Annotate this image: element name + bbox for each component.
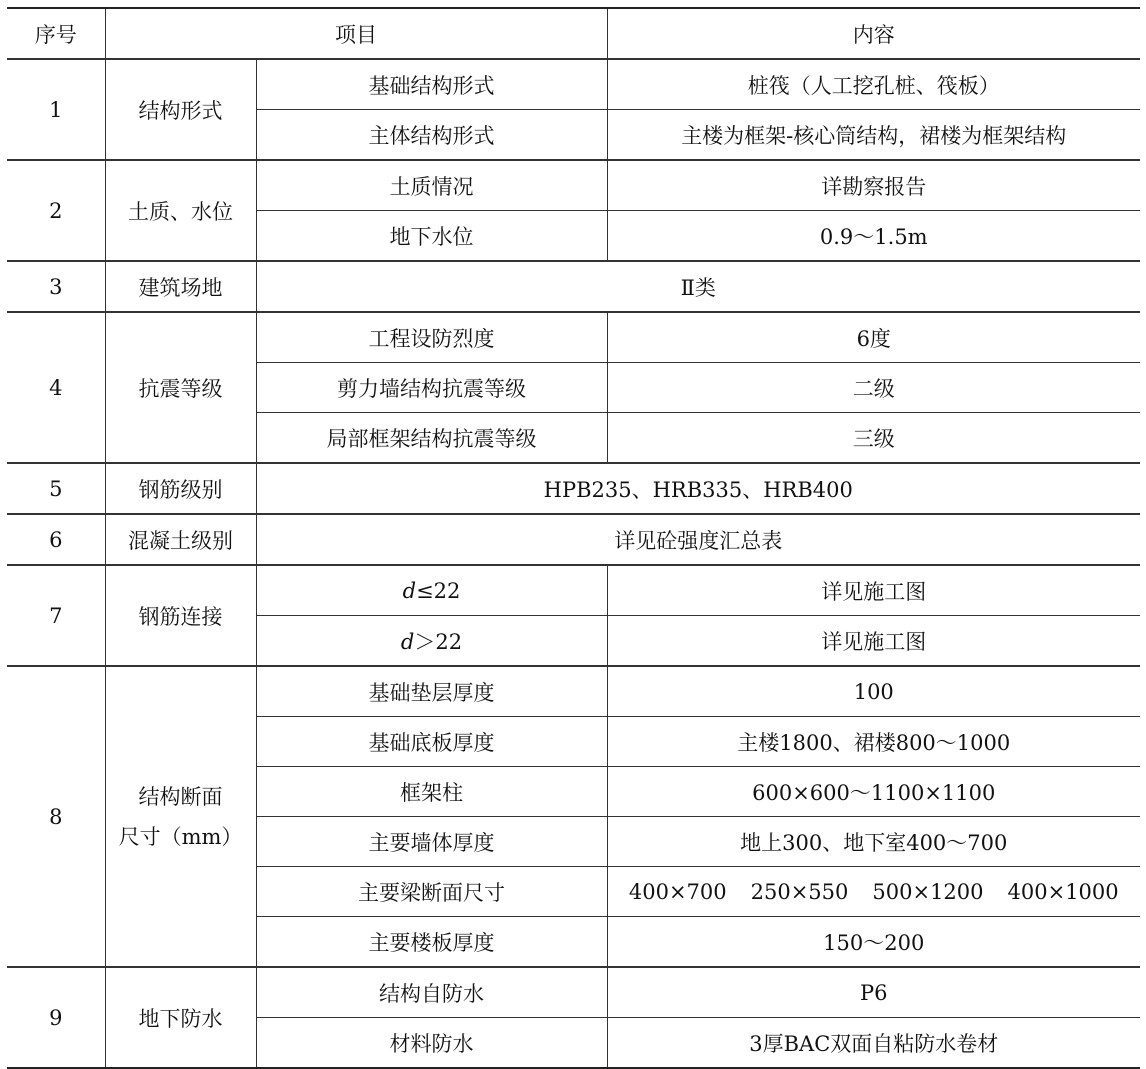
sub-item-value: 3厚BAC双面自粘防水卷材 (607, 1018, 1140, 1069)
row-number: 1 (7, 59, 105, 160)
sub-item-label: 工程设防烈度 (256, 312, 607, 363)
row-number: 7 (7, 565, 105, 666)
sub-item-label: 主体结构形式 (256, 110, 607, 161)
diameter-symbol: d (400, 629, 415, 654)
table-row (7, 565, 1140, 616)
sub-item-value (607, 867, 1140, 917)
sub-item-value: 二级 (607, 363, 1140, 413)
row-value: Ⅱ类 (256, 261, 1140, 312)
table-row (7, 967, 1140, 1018)
sub-item-value: 6度 (607, 312, 1140, 363)
sub-item-label: 基础底板厚度 (256, 717, 607, 767)
category-line-2: 尺寸（mm） (118, 824, 243, 849)
sub-item-value: 主楼为框架-核心筒结构，裙楼为框架结构 (607, 110, 1140, 161)
sub-item-label: 材料防水 (256, 1018, 607, 1069)
row-category: 结构形式 (105, 59, 256, 160)
header-seq: 序号 (7, 8, 105, 59)
table-row (7, 261, 1140, 312)
row-value: 详见砼强度汇总表 (256, 514, 1140, 565)
sub-item-label: 框架柱 (256, 767, 607, 817)
sub-item-label: 地下水位 (256, 211, 607, 262)
table-row (7, 312, 1140, 363)
sub-item-label: 剪力墙结构抗震等级 (256, 363, 607, 413)
row-category: 混凝土级别 (105, 514, 256, 565)
beam-size: 400×700 (628, 879, 727, 904)
sub-item-label: 局部框架结构抗震等级 (256, 413, 607, 464)
sub-item-value: 0.9～1.5m (607, 211, 1140, 262)
header-item: 项目 (105, 8, 607, 59)
diameter-symbol: d (402, 578, 417, 603)
sub-item-value: 桩筏（人工挖孔桩、筏板） (607, 59, 1140, 110)
engineering-spec-table (7, 7, 1140, 1069)
table-row (7, 160, 1140, 211)
sub-item-value: 100 (607, 666, 1140, 717)
sub-item-value: 150～200 (607, 917, 1140, 968)
row-category: 钢筋连接 (105, 565, 256, 666)
row-category (105, 666, 256, 967)
row-number: 3 (7, 261, 105, 312)
sub-item-value: 地上300、地下室400～700 (607, 817, 1140, 867)
row-category: 土质、水位 (105, 160, 256, 261)
category-line-1: 结构断面 (138, 784, 223, 809)
diameter-condition: ≤22 (416, 578, 461, 603)
sub-item-value: P6 (607, 967, 1140, 1018)
row-category: 建筑场地 (105, 261, 256, 312)
row-number: 5 (7, 463, 105, 514)
header-row (7, 8, 1140, 59)
sub-item-value: 600×600～1100×1100 (607, 767, 1140, 817)
sub-item-value: 三级 (607, 413, 1140, 464)
sub-item-label: 主要墙体厚度 (256, 817, 607, 867)
sub-item-value: 详见施工图 (607, 565, 1140, 616)
sub-item-label: 主要梁断面尺寸 (256, 867, 607, 917)
sub-item-label (256, 616, 607, 667)
beam-size: 500×1200 (872, 879, 984, 904)
beam-size: 400×1000 (1007, 879, 1119, 904)
sub-item-label: 结构自防水 (256, 967, 607, 1018)
sub-item-label (256, 565, 607, 616)
row-number: 8 (7, 666, 105, 967)
sub-item-label: 主要楼板厚度 (256, 917, 607, 968)
row-number: 6 (7, 514, 105, 565)
table-row (7, 514, 1140, 565)
beam-size: 250×550 (750, 879, 849, 904)
row-category: 地下防水 (105, 967, 256, 1068)
table-row (7, 59, 1140, 110)
sub-item-value: 主楼1800、裙楼800～1000 (607, 717, 1140, 767)
sub-item-label: 土质情况 (256, 160, 607, 211)
row-category: 抗震等级 (105, 312, 256, 463)
row-number: 2 (7, 160, 105, 261)
row-number: 4 (7, 312, 105, 463)
header-content: 内容 (607, 8, 1140, 59)
row-value: HPB235、HRB335、HRB400 (256, 463, 1140, 514)
table-row (7, 666, 1140, 717)
sub-item-label: 基础垫层厚度 (256, 666, 607, 717)
sub-item-value: 详见施工图 (607, 616, 1140, 667)
diameter-condition: ＞22 (414, 629, 463, 654)
row-category: 钢筋级别 (105, 463, 256, 514)
sub-item-value: 详勘察报告 (607, 160, 1140, 211)
row-number: 9 (7, 967, 105, 1068)
table-row (7, 463, 1140, 514)
sub-item-label: 基础结构形式 (256, 59, 607, 110)
